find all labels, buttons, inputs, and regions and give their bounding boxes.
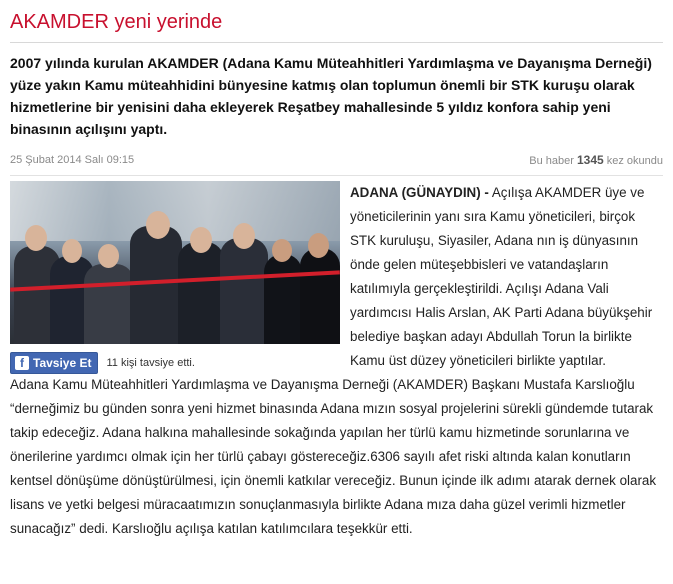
article-title: AKAMDER yeni yerinde [10,11,223,33]
article-body [10,181,663,541]
views-count: 1345 [576,153,604,167]
article-paragraph-2: Adana Kamu Müteahhitleri Yardımlaşma ve Dayanışma Derneği (AKAMDER) Başkanı Mustafa Karslıoğlu “derneğimiz bu günden sonra yeni hizmet binasında Adana mızın sosyal projelerini sürekli gündemde tutarak takip edeceğiz. Adana halkına mahallesinde sokağında yapılan her türlü kamu hizmetinde sorunlarına ve önerilerine yardımcı olmak için her türlü çabayı göstereceğiz.6306 sayılı afet riski altında kalan konutların kentsel dönüşüme dönüştürülmesi, için önemli katkılar vereceğiz. Bunun içinde ilk adımı atarak dernek olarak lisans ve yetki belgesi müracaatımızın sonuçlanmasıyla birlikte Adana mıza daha güzel verimli hizmetler sunacağız” dedi. Karslıoğlu açılışa katılan katılımcılara teşekkür etti. [10,377,657,536]
paragraph-1-text: Açılışa AKAMDER üye ve yöneticilerinin yanı sıra Kamu yöneticileri, birçok STK kuruluşu, Siyasiler, Adana nın iş dünyasının önde gelen müteşebbisleri ve vatandaşların katılımıyla gerçekleştirildi. Açılışı Adana Vali yardımcısı Halis Arslan, AK Parti Adana büyükşehir belediye başkan adayı Abdullah Torun la birlikte Kamu üst düzey yöneticileri birlikte yaptılar. [350,185,653,368]
recommend-button[interactable] [10,352,98,374]
facebook-icon: f [15,356,29,370]
article-photo [10,181,340,344]
article-lead: 2007 yılında kurulan AKAMDER (Adana Kamu Müteahhitleri Yardımlaşma ve Dayanışma Derneği) yüze yakın Kamu müteahhidini bünyesine katmış olan toplumun önemli bir STK kuruşu olarak hizmetlerine bir yenisini daha ekleyerek Reşatbey mahallesinde 5 yıldız konfora sahip yeni binasının açılışını yaptı. [10,55,652,137]
media-column [10,181,340,373]
title-divider [10,42,663,43]
article-date: 25 Şubat 2014 Salı 09:15 [10,154,135,166]
article-meta [10,151,663,169]
recommend-bar [10,353,340,373]
view-counter [529,153,663,167]
dateline: ADANA (GÜNAYDIN) - [350,185,489,200]
recommend-button-label: Tavsiye Et [33,356,92,370]
recommend-count: 11 kişi tavsiye etti. [106,357,195,369]
meta-divider [10,175,663,176]
views-suffix: kez okundu [606,155,663,167]
views-prefix: Bu haber [529,155,574,167]
